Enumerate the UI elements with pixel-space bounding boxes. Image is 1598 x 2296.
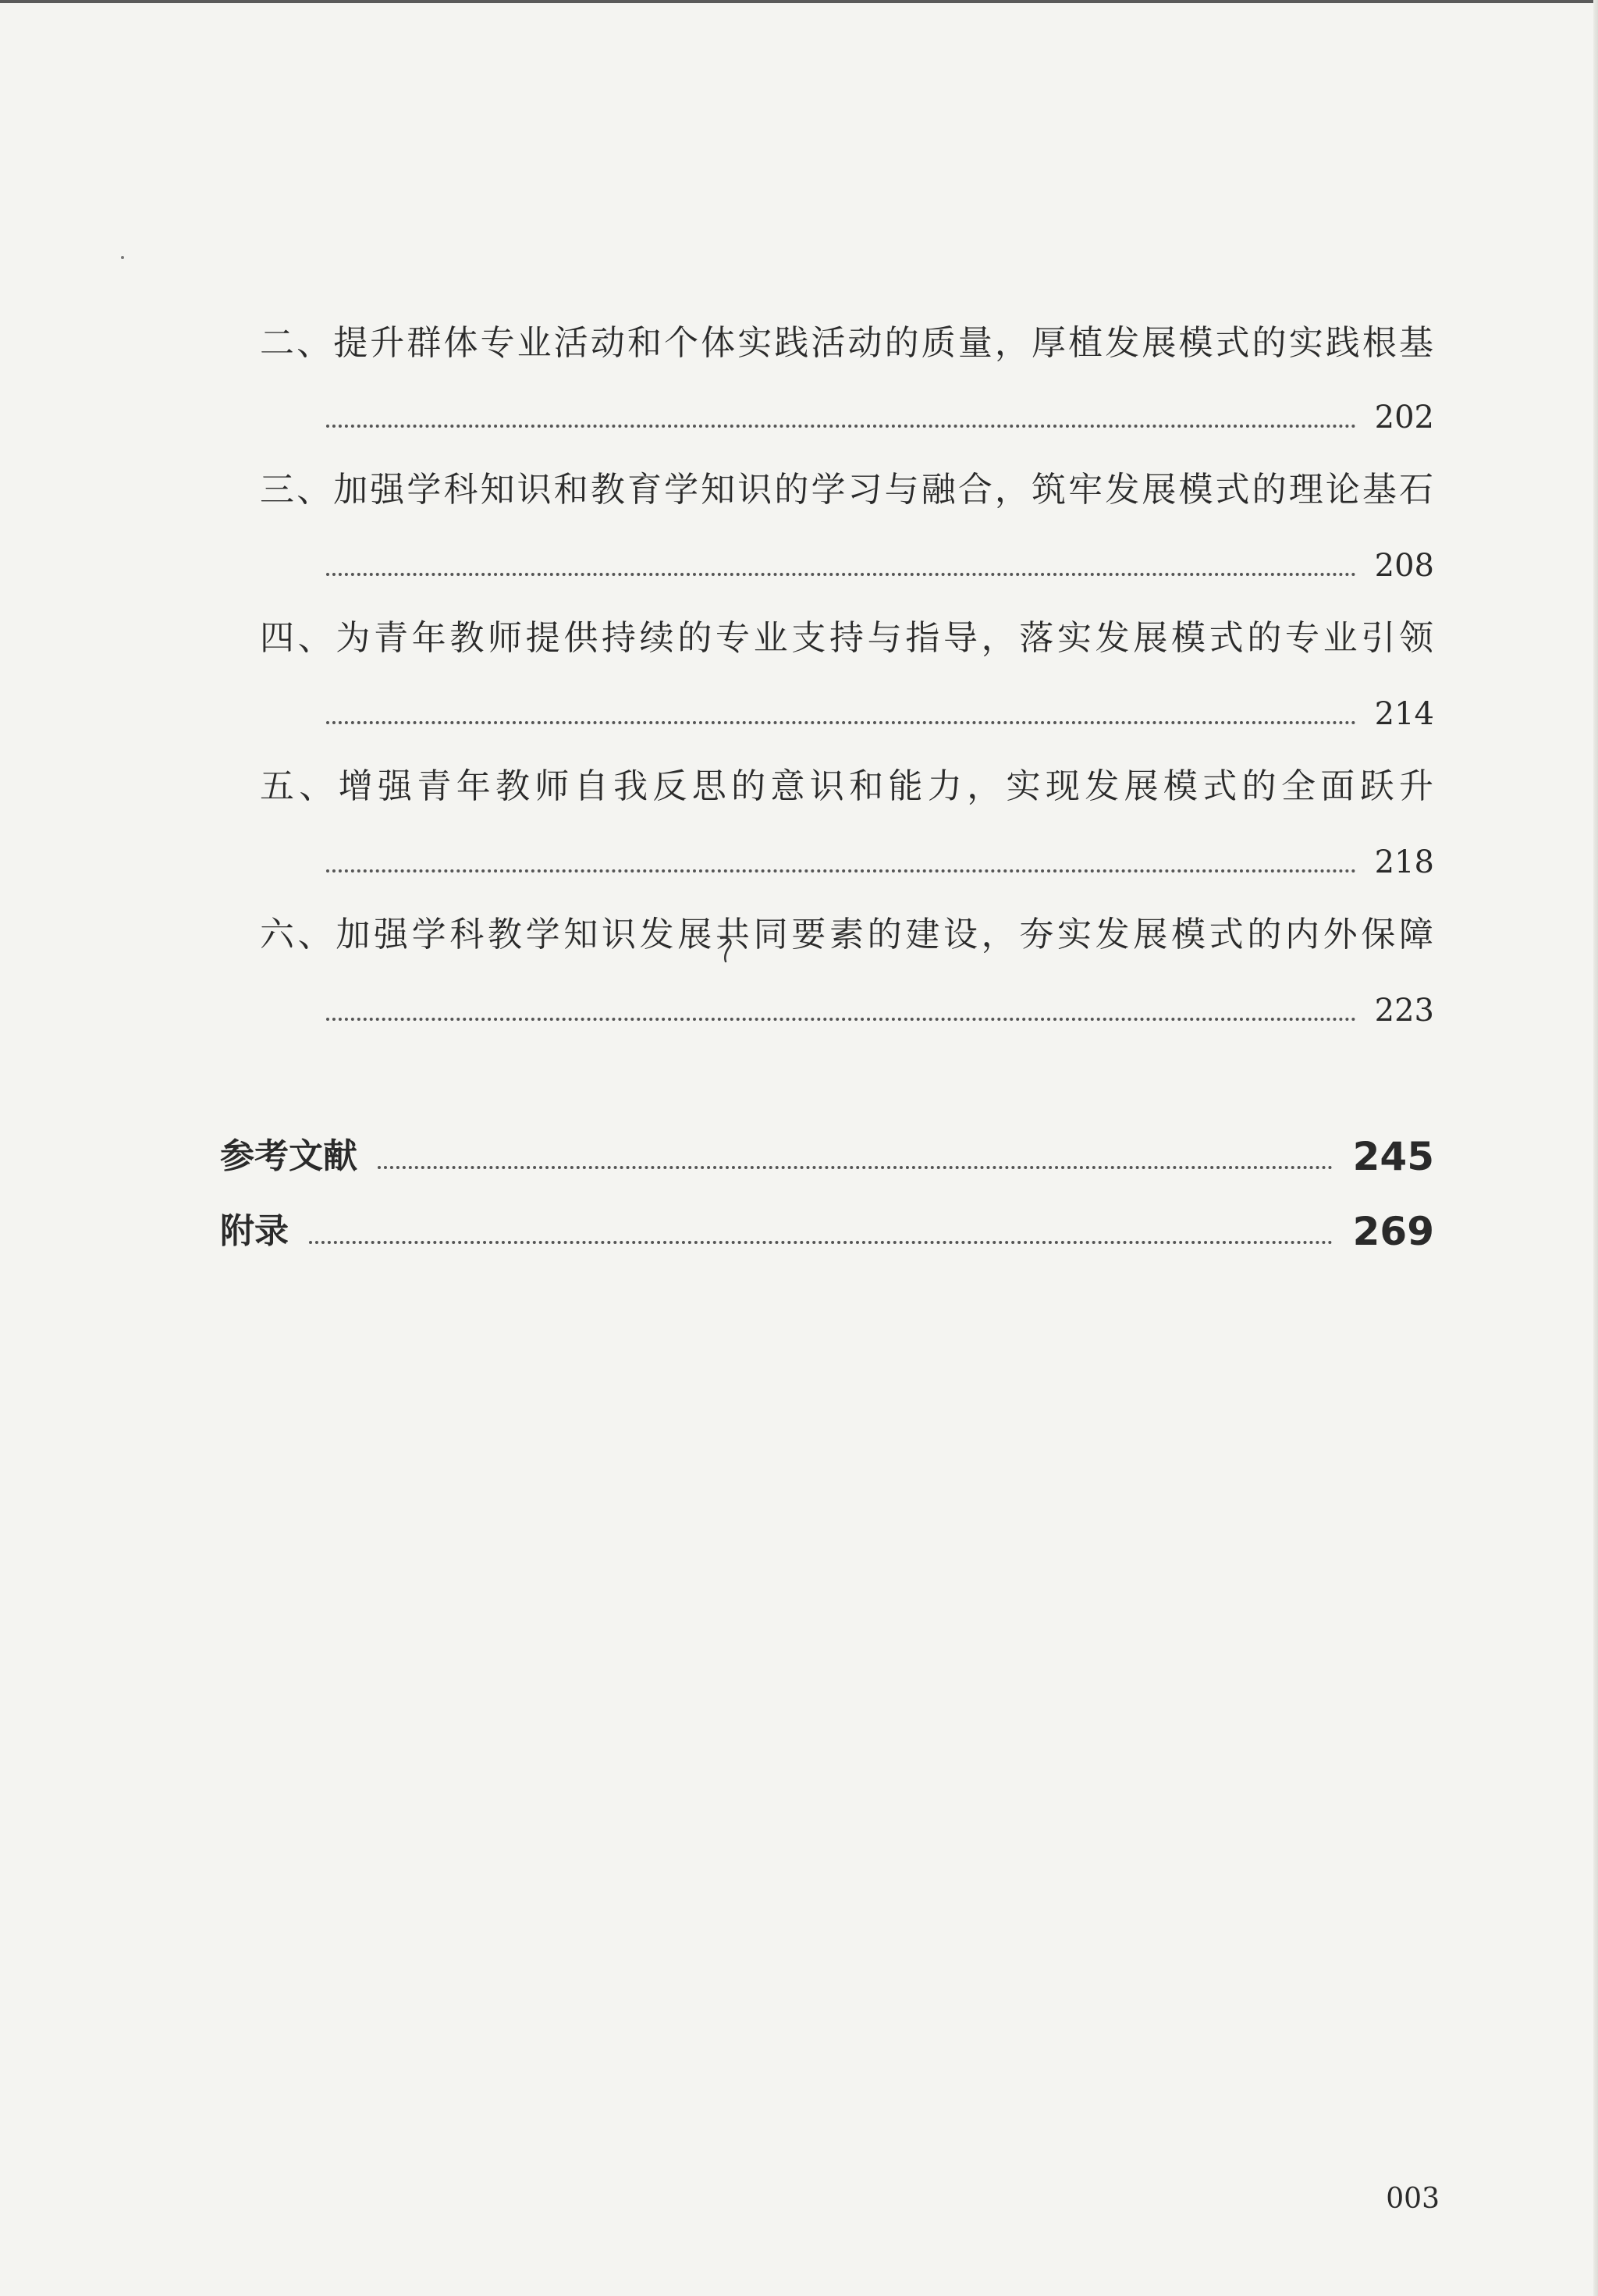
- toc-back-matter-entry: [220, 1133, 1434, 1180]
- toc-entry-page: 218: [1374, 844, 1434, 880]
- page-edge-shadow: [1593, 0, 1598, 2296]
- toc-entry-title: 三、加强学科知识和教育学知识的学习与融合，筑牢发展模式的理论基石: [260, 470, 1433, 510]
- dot-leader: [378, 1166, 1333, 1169]
- dot-leader: [326, 573, 1356, 576]
- toc-entry-leader-row: [326, 843, 1434, 882]
- handwritten-mark: [718, 933, 741, 965]
- dot-leader: [326, 425, 1356, 428]
- toc-entry-page: 208: [1374, 548, 1434, 584]
- dot-leader: [326, 869, 1356, 873]
- toc-entry-leader-row: [326, 991, 1434, 1030]
- top-edge-rule: [0, 0, 1598, 3]
- toc-entry-page: 202: [1374, 400, 1434, 435]
- scan-speck: [121, 256, 124, 259]
- toc-entry-title: 四、为青年教师提供持续的专业支持与指导，落实发展模式的专业引领: [260, 618, 1433, 658]
- toc-entry-leader-row: [326, 398, 1434, 437]
- toc-entry-leader-row: [326, 546, 1434, 585]
- back-matter-label: 附录: [220, 1211, 289, 1251]
- toc-entry-title: 五、增强青年教师自我反思的意识和能力，实现发展模式的全面跃升: [260, 766, 1433, 806]
- back-matter-page: 269: [1352, 1209, 1434, 1254]
- back-matter-page: 245: [1352, 1134, 1434, 1179]
- dot-leader: [326, 721, 1356, 724]
- toc-back-matter-entry: [220, 1208, 1434, 1255]
- dot-leader: [326, 1018, 1356, 1021]
- toc-entry-leader-row: [326, 695, 1434, 734]
- toc-entry-page: 223: [1374, 993, 1434, 1029]
- page-number-footer: 003: [1386, 2183, 1440, 2215]
- back-matter-label: 参考文献: [220, 1136, 357, 1176]
- toc-entry-title: 六、加强学科教学知识发展共同要素的建设，夯实发展模式的内外保障: [260, 915, 1433, 954]
- dot-leader: [309, 1241, 1333, 1244]
- toc-entry-title: 二、提升群体专业活动和个体实践活动的质量，厚植发展模式的实践根基: [260, 323, 1433, 363]
- toc-entry-page: 214: [1374, 696, 1434, 732]
